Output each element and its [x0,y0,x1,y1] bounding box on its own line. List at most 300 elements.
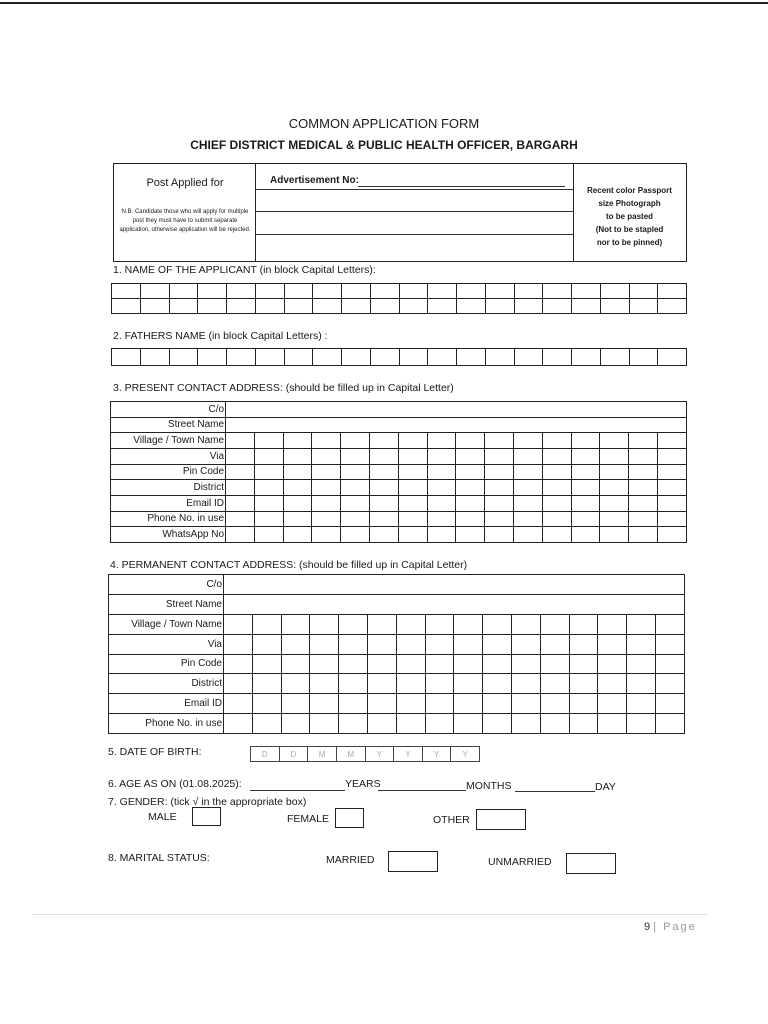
letter-box[interactable] [341,527,370,543]
dob-box[interactable]: Y [394,747,423,762]
letter-box[interactable] [339,654,368,674]
dob-box[interactable]: Y [365,747,394,762]
letter-box[interactable] [454,694,483,714]
letter-box[interactable] [312,480,341,496]
address-input[interactable] [224,575,685,595]
letter-box[interactable] [252,674,281,694]
applicant-name-grid[interactable] [111,283,687,314]
letter-box[interactable] [339,614,368,634]
post-line-2[interactable] [256,211,573,212]
letter-box[interactable] [112,349,141,366]
letter-box[interactable] [483,654,512,674]
letter-box[interactable] [569,694,598,714]
letter-box[interactable] [483,674,512,694]
father-name-grid[interactable] [111,348,687,366]
letter-box[interactable] [312,433,341,449]
letter-box[interactable] [284,349,313,366]
letter-box[interactable] [227,299,256,314]
letter-box[interactable] [226,511,255,527]
letter-box[interactable] [598,694,627,714]
letter-box[interactable] [629,527,658,543]
letter-box[interactable] [283,511,312,527]
grid-row [112,349,687,366]
letter-box[interactable] [367,614,396,634]
letter-box[interactable] [514,433,543,449]
letter-box[interactable] [540,654,569,674]
letter-box[interactable] [226,464,255,480]
letter-box[interactable] [658,284,687,299]
letter-box[interactable] [514,349,543,366]
letter-box[interactable] [456,511,485,527]
letter-box[interactable] [224,714,253,734]
post-line-3[interactable] [256,234,573,235]
letter-box[interactable] [284,284,313,299]
letter-box[interactable] [312,511,341,527]
letter-box[interactable] [341,433,370,449]
letter-box[interactable] [224,614,253,634]
letter-box[interactable] [398,433,427,449]
letter-box[interactable] [226,495,255,511]
letter-box[interactable] [254,433,283,449]
letter-box[interactable] [398,464,427,480]
letter-box[interactable] [312,495,341,511]
letter-box[interactable] [283,433,312,449]
letter-box[interactable] [514,299,543,314]
letter-box[interactable] [514,511,543,527]
letter-box[interactable] [629,349,658,366]
letter-box[interactable] [226,480,255,496]
letter-box[interactable] [540,694,569,714]
post-applied-cell [114,164,256,261]
letter-box[interactable] [543,349,572,366]
letter-box[interactable] [169,299,198,314]
letter-box[interactable] [658,511,687,527]
letter-box[interactable] [543,299,572,314]
letter-box[interactable] [629,448,658,464]
letter-box[interactable] [485,464,514,480]
letter-box[interactable] [627,694,656,714]
letter-box[interactable] [341,448,370,464]
letter-box[interactable] [427,433,456,449]
letter-box[interactable] [540,614,569,634]
letter-box[interactable] [542,480,571,496]
letter-box[interactable] [339,634,368,654]
letter-box[interactable] [425,694,454,714]
letter-box[interactable] [310,654,339,674]
dob-box[interactable]: D [279,747,308,762]
letter-box[interactable] [255,349,284,366]
letter-box[interactable] [571,464,600,480]
letter-box[interactable] [629,511,658,527]
letter-box[interactable] [571,527,600,543]
letter-box[interactable] [224,674,253,694]
letter-box[interactable] [169,284,198,299]
letter-box[interactable] [341,464,370,480]
letter-box[interactable] [310,614,339,634]
letter-box[interactable] [542,448,571,464]
letter-box[interactable] [542,464,571,480]
letter-box[interactable] [281,634,310,654]
letter-box[interactable] [313,284,342,299]
letter-box[interactable] [310,694,339,714]
letter-box[interactable] [457,299,486,314]
letter-box[interactable] [598,614,627,634]
letter-box[interactable] [600,480,629,496]
letter-box[interactable] [427,448,456,464]
letter-box[interactable] [396,654,425,674]
letter-box[interactable] [542,511,571,527]
letter-box[interactable] [312,464,341,480]
dob-box[interactable]: Y [422,747,451,762]
letter-box[interactable] [598,654,627,674]
letter-box[interactable] [629,299,658,314]
letter-box[interactable] [169,349,198,366]
letter-box[interactable] [310,634,339,654]
letter-box[interactable] [658,299,687,314]
address-row-label: Street Name [111,417,226,433]
letter-box[interactable] [226,448,255,464]
letter-box[interactable] [569,714,598,734]
letter-box[interactable] [658,433,687,449]
letter-box[interactable] [112,299,141,314]
letter-box[interactable] [511,634,540,654]
letter-box[interactable] [399,284,428,299]
letter-box[interactable] [542,433,571,449]
letter-box[interactable] [454,654,483,674]
letter-box[interactable] [511,674,540,694]
letter-box[interactable] [367,654,396,674]
letter-box[interactable] [485,284,514,299]
letter-box[interactable] [600,464,629,480]
letter-box[interactable] [456,433,485,449]
letter-box[interactable] [514,495,543,511]
letter-box[interactable] [226,433,255,449]
dob-box[interactable]: Y [451,747,480,762]
letter-box[interactable] [370,448,399,464]
letter-box[interactable] [629,433,658,449]
letter-box[interactable] [342,284,371,299]
letter-box[interactable] [398,511,427,527]
letter-box[interactable] [425,654,454,674]
letter-box[interactable] [312,527,341,543]
gender-male-checkbox[interactable] [192,807,221,826]
letter-box[interactable] [398,448,427,464]
letter-box[interactable] [627,634,656,654]
letter-box[interactable] [198,284,227,299]
letter-box[interactable] [485,480,514,496]
letter-box[interactable] [572,349,601,366]
letter-box[interactable] [342,349,371,366]
letter-box[interactable] [511,714,540,734]
letter-box[interactable] [341,511,370,527]
letter-box[interactable] [569,674,598,694]
letter-box[interactable] [569,634,598,654]
letter-box[interactable] [339,674,368,694]
address-input[interactable] [226,402,687,418]
letter-box[interactable] [370,495,399,511]
letter-box[interactable] [254,511,283,527]
letter-box[interactable] [427,480,456,496]
letter-box[interactable] [658,495,687,511]
page-number [644,921,697,933]
letter-box[interactable] [281,674,310,694]
letter-box[interactable] [629,495,658,511]
letter-box[interactable] [456,495,485,511]
letter-box[interactable] [399,299,428,314]
letter-box[interactable] [600,495,629,511]
letter-box[interactable] [427,527,456,543]
letter-box[interactable] [456,464,485,480]
letter-box[interactable] [485,527,514,543]
dob-box[interactable]: M [336,747,365,762]
letter-box[interactable] [370,527,399,543]
letter-box[interactable] [571,448,600,464]
letter-box[interactable] [398,527,427,543]
letter-box[interactable] [655,714,684,734]
address-input[interactable] [224,594,685,614]
letter-box[interactable] [658,349,687,366]
letter-box[interactable] [514,448,543,464]
letter-box[interactable] [339,694,368,714]
letter-box[interactable] [140,299,169,314]
letter-box[interactable] [456,448,485,464]
letter-box[interactable] [399,349,428,366]
letter-box[interactable] [655,614,684,634]
letter-box[interactable] [313,349,342,366]
letter-box[interactable] [658,527,687,543]
letter-box[interactable] [425,674,454,694]
letter-box[interactable] [283,448,312,464]
letter-box[interactable] [627,714,656,734]
letter-box[interactable] [398,480,427,496]
letter-box[interactable] [485,511,514,527]
letter-box[interactable] [370,433,399,449]
letter-box[interactable] [367,694,396,714]
letter-box[interactable] [198,349,227,366]
letter-box[interactable] [571,480,600,496]
letter-box[interactable] [341,480,370,496]
letter-box[interactable] [252,614,281,634]
letter-box[interactable] [312,448,341,464]
letter-box[interactable] [572,299,601,314]
letter-box[interactable] [542,495,571,511]
dob-box[interactable]: M [308,747,337,762]
letter-box[interactable] [370,349,399,366]
letter-box[interactable] [255,284,284,299]
letter-box[interactable] [485,495,514,511]
letter-box[interactable] [310,674,339,694]
letter-box[interactable] [598,714,627,734]
letter-box[interactable] [514,480,543,496]
grid-row [112,299,687,314]
letter-box[interactable] [655,654,684,674]
letter-box[interactable] [342,299,371,314]
letter-box[interactable] [283,527,312,543]
gender-female-checkbox[interactable] [335,808,364,828]
letter-box[interactable] [252,634,281,654]
letter-box[interactable] [428,299,457,314]
letter-box[interactable] [569,614,598,634]
letter-box[interactable] [454,634,483,654]
letter-box[interactable] [454,714,483,734]
letter-box[interactable] [600,527,629,543]
marital-unmarried-checkbox[interactable] [566,853,616,874]
letter-box[interactable] [658,448,687,464]
letter-box[interactable] [367,714,396,734]
letter-box[interactable] [571,495,600,511]
letter-box[interactable] [655,634,684,654]
dob-box[interactable]: D [251,747,280,762]
letter-box[interactable] [425,714,454,734]
letter-box[interactable] [485,349,514,366]
letter-box[interactable] [542,527,571,543]
letter-box[interactable] [483,694,512,714]
letter-box[interactable] [427,464,456,480]
letter-box[interactable] [483,714,512,734]
marital-married-checkbox[interactable] [388,851,438,872]
letter-box[interactable] [281,614,310,634]
dob-grid[interactable] [250,746,480,762]
letter-box[interactable] [454,614,483,634]
letter-box[interactable] [598,634,627,654]
letter-box[interactable] [252,694,281,714]
letter-box[interactable] [341,495,370,511]
letter-box[interactable] [600,349,629,366]
letter-box[interactable] [284,299,313,314]
letter-box[interactable] [572,284,601,299]
address-input[interactable] [226,417,687,433]
letter-box[interactable] [571,511,600,527]
letter-box[interactable] [540,714,569,734]
letter-box[interactable] [514,284,543,299]
letter-box[interactable] [600,299,629,314]
letter-box[interactable] [255,299,284,314]
letter-box[interactable] [396,634,425,654]
letter-box[interactable] [511,654,540,674]
letter-box[interactable] [281,714,310,734]
letter-box[interactable] [514,464,543,480]
letter-box[interactable] [281,694,310,714]
letter-box[interactable] [540,634,569,654]
letter-box[interactable] [511,614,540,634]
letter-box[interactable] [224,694,253,714]
letter-box[interactable] [226,527,255,543]
letter-box[interactable] [629,480,658,496]
letter-box[interactable] [485,299,514,314]
letter-box[interactable] [198,299,227,314]
letter-box[interactable] [313,299,342,314]
letter-box[interactable] [254,480,283,496]
permanent-address-table [108,574,685,734]
letter-box[interactable] [310,714,339,734]
letter-box[interactable] [456,527,485,543]
letter-box[interactable] [629,284,658,299]
letter-box[interactable] [367,634,396,654]
letter-box[interactable] [254,495,283,511]
letter-box[interactable] [227,284,256,299]
letter-box[interactable] [370,284,399,299]
letter-box[interactable] [514,527,543,543]
letter-box[interactable] [370,464,399,480]
age-months-input[interactable] [378,790,466,791]
letter-box[interactable] [428,349,457,366]
letter-box[interactable] [483,634,512,654]
letter-box[interactable] [396,674,425,694]
letter-box[interactable] [396,614,425,634]
letter-box[interactable] [428,284,457,299]
letter-box[interactable] [252,654,281,674]
letter-box[interactable] [427,511,456,527]
letter-box[interactable] [629,464,658,480]
letter-box[interactable] [600,433,629,449]
letter-box[interactable] [655,694,684,714]
letter-box[interactable] [457,349,486,366]
letter-box[interactable] [283,464,312,480]
age-day-input[interactable] [515,791,595,792]
letter-box[interactable] [600,448,629,464]
letter-box[interactable] [252,714,281,734]
letter-box[interactable] [543,284,572,299]
letter-box[interactable] [396,714,425,734]
letter-box[interactable] [457,284,486,299]
letter-box[interactable] [254,464,283,480]
letter-box[interactable] [598,674,627,694]
letter-box[interactable] [427,495,456,511]
letter-box[interactable] [140,349,169,366]
letter-box[interactable] [396,694,425,714]
letter-box[interactable] [254,448,283,464]
letter-box[interactable] [370,511,399,527]
letter-box[interactable] [600,284,629,299]
letter-box[interactable] [655,674,684,694]
letter-box[interactable] [485,433,514,449]
letter-box[interactable] [454,674,483,694]
letter-box[interactable] [627,614,656,634]
letter-box[interactable] [540,674,569,694]
letter-box[interactable] [627,654,656,674]
gender-other-checkbox[interactable] [476,809,526,830]
letter-box[interactable] [571,433,600,449]
letter-box[interactable] [367,674,396,694]
letter-box[interactable] [600,511,629,527]
letter-box[interactable] [283,480,312,496]
letter-box[interactable] [140,284,169,299]
letter-box[interactable] [112,284,141,299]
letter-box[interactable] [281,654,310,674]
letter-box[interactable] [511,694,540,714]
letter-box[interactable] [425,634,454,654]
letter-box[interactable] [658,480,687,496]
letter-box[interactable] [658,464,687,480]
letter-box[interactable] [227,349,256,366]
letter-box[interactable] [370,299,399,314]
letter-box[interactable] [425,614,454,634]
letter-box[interactable] [398,495,427,511]
advertisement-input[interactable] [358,186,565,187]
letter-box[interactable] [483,614,512,634]
letter-box[interactable] [485,448,514,464]
letter-box[interactable] [339,714,368,734]
letter-box[interactable] [456,480,485,496]
letter-box[interactable] [370,480,399,496]
letter-box[interactable] [224,654,253,674]
letter-box[interactable] [569,654,598,674]
letter-box[interactable] [224,634,253,654]
letter-box[interactable] [254,527,283,543]
age-years-input[interactable] [250,790,345,791]
letter-box[interactable] [283,495,312,511]
letter-box[interactable] [627,674,656,694]
